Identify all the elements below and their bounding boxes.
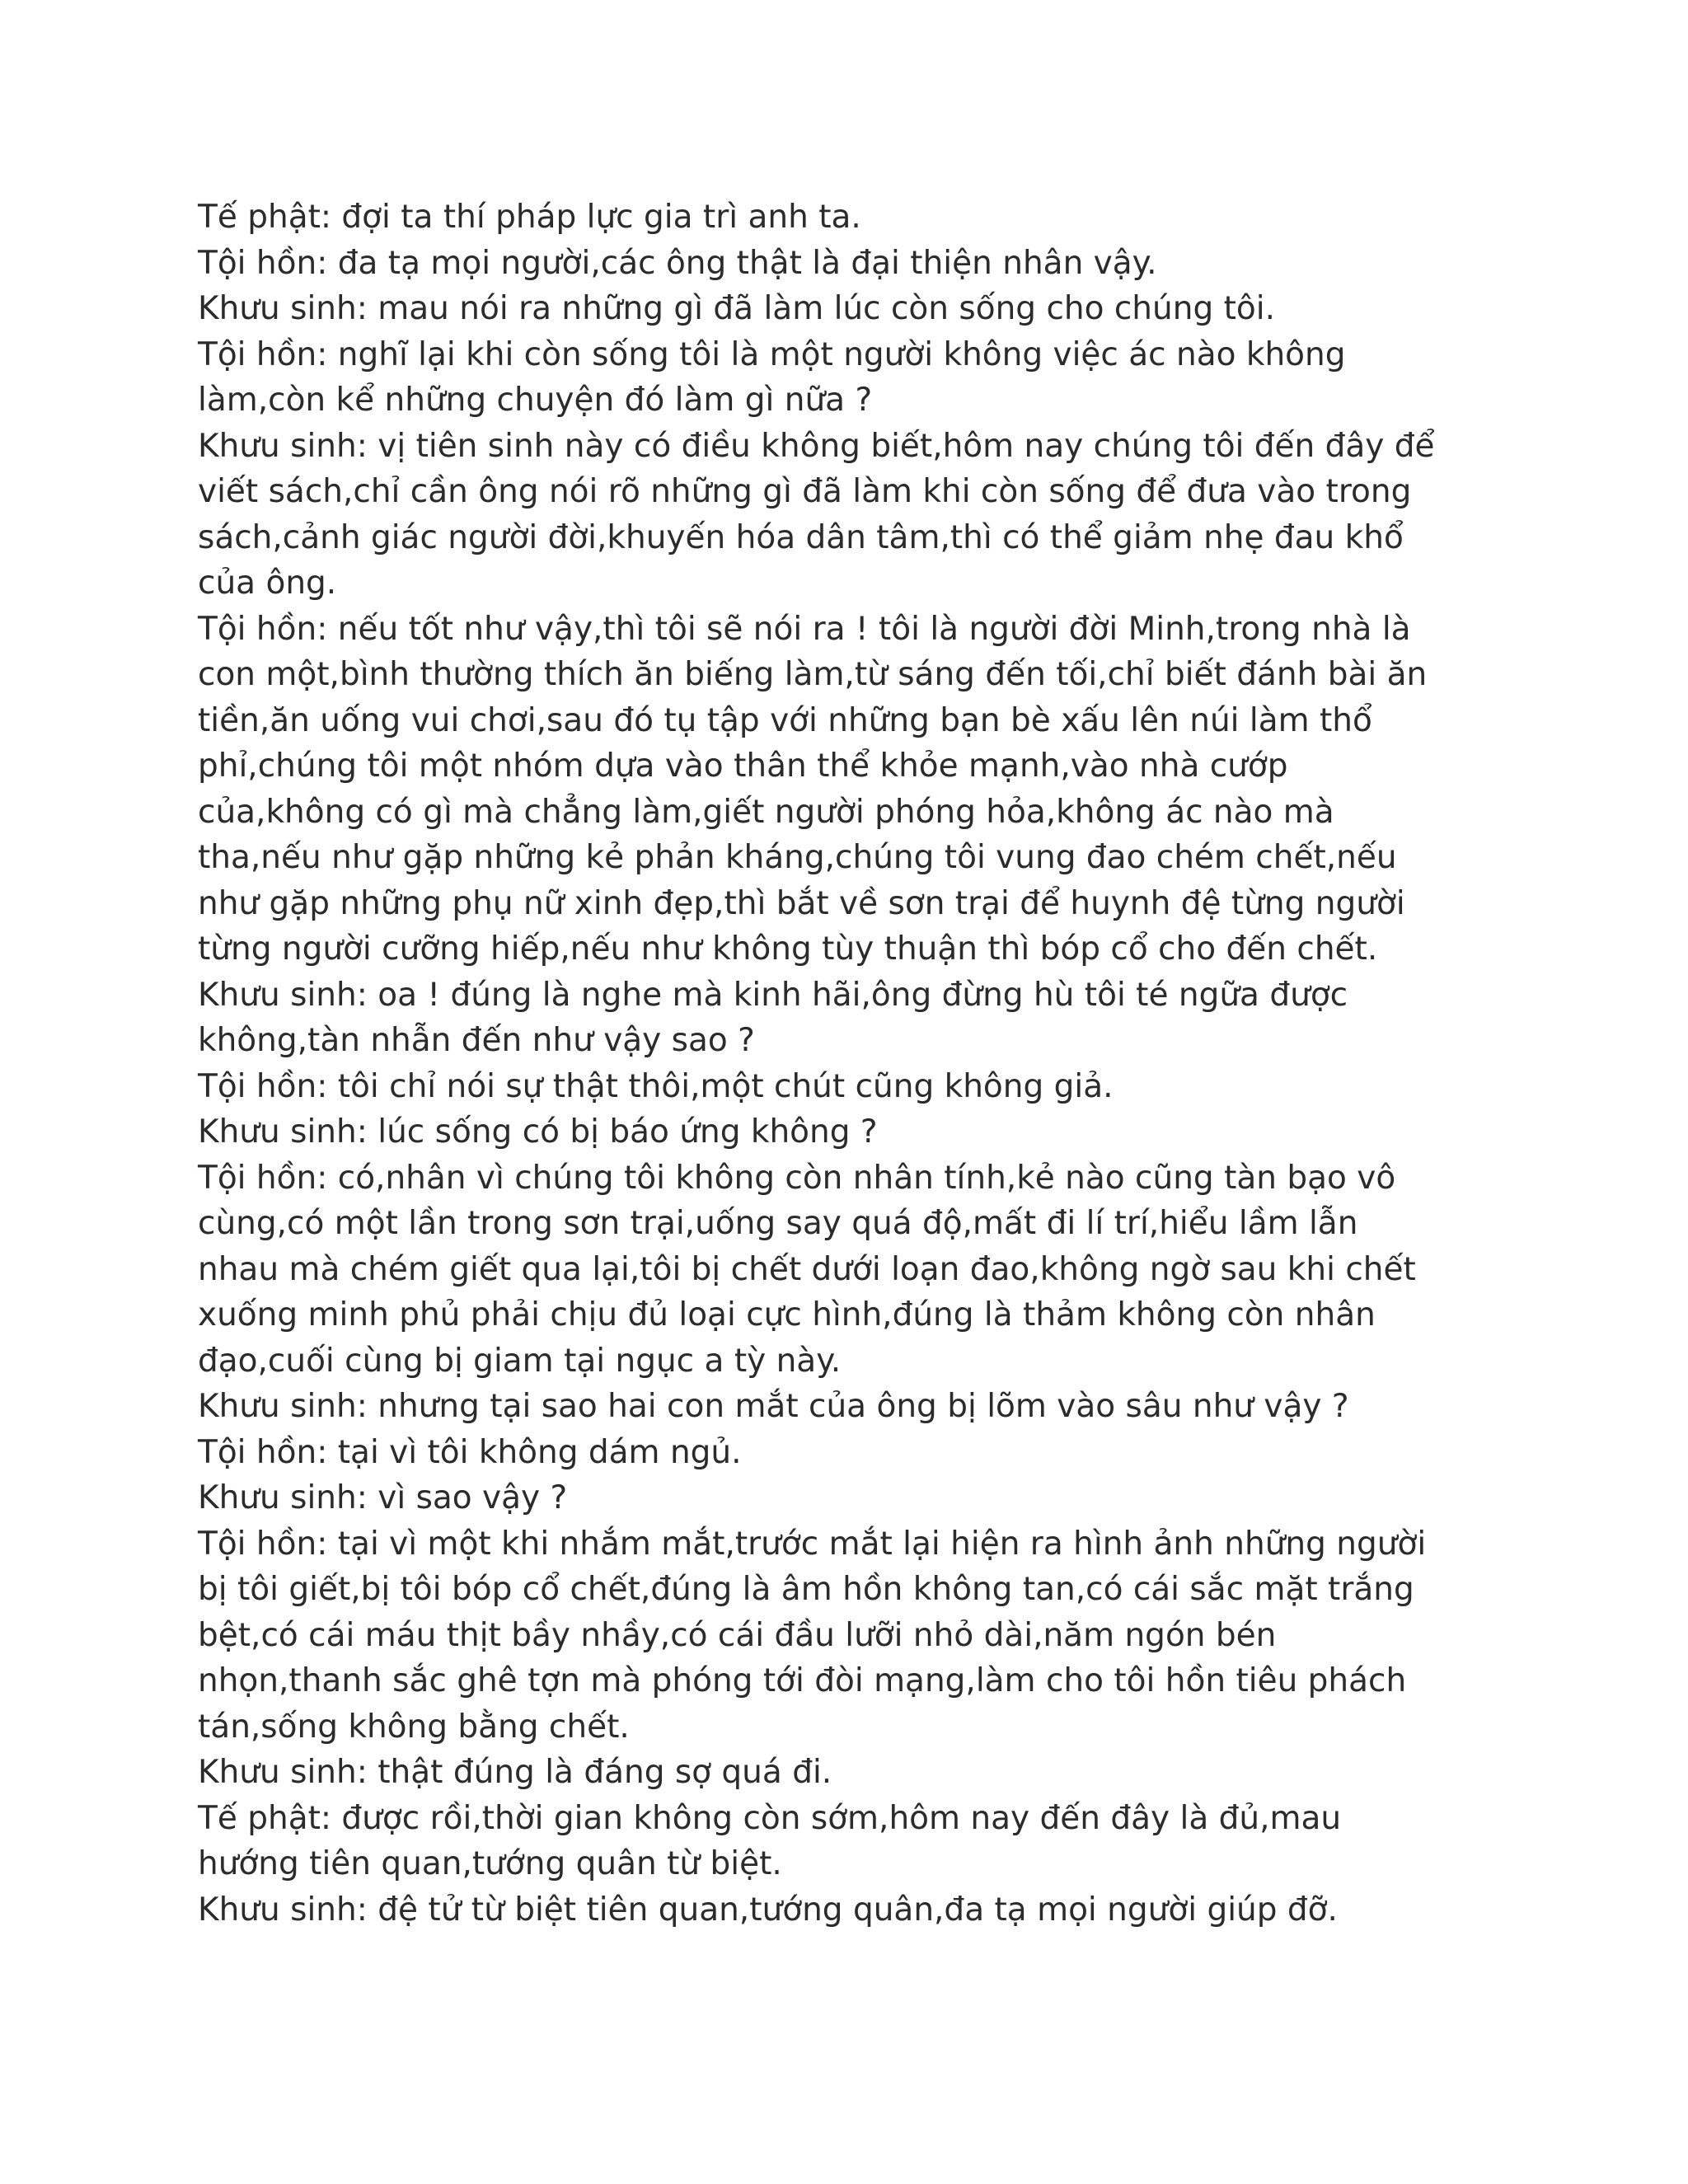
text-line: cùng,có một lần trong sơn trại,uống say quá độ,mất đi lí trí,hiểu lầm lẫn: [198, 1205, 1358, 1242]
text-line: của ông.: [198, 565, 337, 602]
text-line: nhau mà chém giết qua lại,tôi bị chết dưới loạn đao,không ngờ sau khi chết: [198, 1250, 1416, 1288]
text-line: Khưu sinh: lúc sống có bị báo ứng không ?: [198, 1113, 878, 1151]
text-line: viết sách,chỉ cần ông nói rõ những gì đã làm khi còn sống để đưa vào trong: [198, 473, 1412, 510]
text-line: Khưu sinh: vì sao vậy ?: [198, 1479, 568, 1516]
text-line: xuống minh phủ phải chịu đủ loại cực hình,đúng là thảm không còn nhân: [198, 1296, 1376, 1333]
text-line: bệt,có cái máu thịt bầy nhầy,có cái đầu lưỡi nhỏ dài,năm ngón bén: [198, 1616, 1277, 1654]
text-line: của,không có gì mà chẳng làm,giết người phóng hỏa,không ác nào mà: [198, 793, 1334, 831]
text-line: sách,cảnh giác người đời,khuyến hóa dân tâm,thì có thể giảm nhẹ đau khổ: [198, 518, 1404, 556]
text-line: Khưu sinh: nhưng tại sao hai con mắt của ông bị lõm vào sâu như vậy ?: [198, 1388, 1349, 1425]
text-line: Khưu sinh: thật đúng là đáng sợ quá đi.: [198, 1754, 832, 1791]
text-line: tiền,ăn uống vui chơi,sau đó tụ tập với những bạn bè xấu lên núi làm thổ: [198, 701, 1372, 739]
text-line: tán,sống không bằng chết.: [198, 1708, 630, 1746]
text-line: Tội hồn: tôi chỉ nói sự thật thôi,một chút cũng không giả.: [198, 1067, 1114, 1105]
text-line: Tội hồn: nếu tốt như vậy,thì tôi sẽ nói ra ! tôi là người đời Minh,trong nhà là: [198, 610, 1411, 648]
dialogue-text: [198, 194, 1517, 1933]
text-line: Khưu sinh: đệ tử từ biệt tiên quan,tướng quân,đa tạ mọi người giúp đỡ.: [198, 1891, 1338, 1929]
text-line: nhọn,thanh sắc ghê tợn mà phóng tới đòi mạng,làm cho tôi hồn tiêu phách: [198, 1662, 1407, 1699]
text-line: Tội hồn: tại vì một khi nhắm mắt,trước mắt lại hiện ra hình ảnh những người: [198, 1525, 1427, 1563]
text-line: Khưu sinh: vị tiên sinh này có điều không biết,hôm nay chúng tôi đến đây để: [198, 427, 1435, 465]
text-line: như gặp những phụ nữ xinh đẹp,thì bắt về sơn trại để huynh đệ từng người: [198, 884, 1405, 922]
text-line: Khưu sinh: mau nói ra những gì đã làm lúc còn sống cho chúng tôi.: [198, 290, 1275, 327]
text-line: con một,bình thường thích ăn biếng làm,từ sáng đến tối,chỉ biết đánh bài ăn: [198, 656, 1428, 693]
text-line: bị tôi giết,bị tôi bóp cổ chết,đúng là âm hồn không tan,có cái sắc mặt trắng: [198, 1571, 1414, 1608]
text-line: Tế phật: được rồi,thời gian không còn sớm,hôm nay đến đây là đủ,mau: [198, 1799, 1342, 1837]
text-line: làm,còn kể những chuyện đó làm gì nữa ?: [198, 382, 873, 419]
text-line: Khưu sinh: oa ! đúng là nghe mà kinh hãi,ông đừng hù tôi té ngữa được: [198, 976, 1348, 1014]
text-line: không,tàn nhẫn đến như vậy sao ?: [198, 1022, 755, 1059]
text-line: Tội hồn: nghĩ lại khi còn sống tôi là một người không việc ác nào không: [198, 335, 1346, 373]
text-line: đạo,cuối cùng bị giam tại ngục a tỳ này.: [198, 1342, 842, 1380]
text-line: hướng tiên quan,tướng quân từ biệt.: [198, 1845, 782, 1882]
text-line: Tế phật: đợi ta thí pháp lực gia trì anh ta.: [198, 199, 861, 236]
text-line: từng người cưỡng hiếp,nếu như không tùy thuận thì bóp cổ cho đến chết.: [198, 930, 1378, 968]
text-line: Tội hồn: đa tạ mọi người,các ông thật là đại thiện nhân vậy.: [198, 244, 1157, 282]
text-line: Tội hồn: có,nhân vì chúng tôi không còn nhân tính,kẻ nào cũng tàn bạo vô: [198, 1159, 1396, 1197]
text-line: phỉ,chúng tôi một nhóm dựa vào thân thể khỏe mạnh,vào nhà cướp: [198, 748, 1288, 785]
text-line: Tội hồn: tại vì tôi không dám ngủ.: [198, 1433, 742, 1471]
text-line: tha,nếu như gặp những kẻ phản kháng,chúng tôi vung đao chém chết,nếu: [198, 839, 1397, 876]
